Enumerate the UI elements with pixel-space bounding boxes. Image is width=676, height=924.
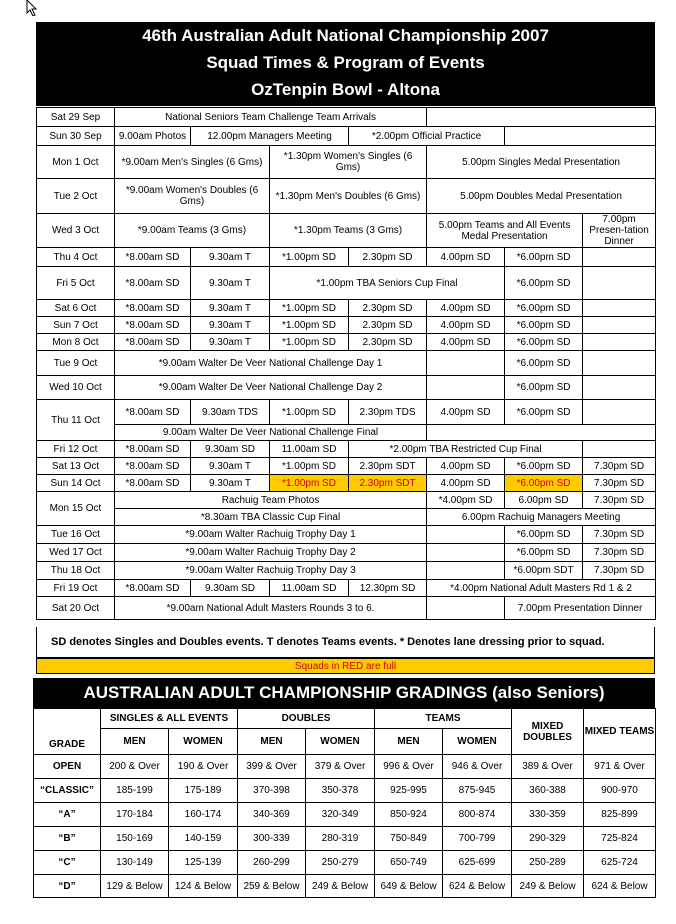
- grading-row: [34, 803, 656, 827]
- header-title: 46th Australian Adult National Championship 2007: [142, 26, 549, 45]
- event-cell: *8.00am SD: [115, 458, 191, 475]
- schedule-row: [37, 509, 656, 526]
- event-cell: *1.30pm Men's Doubles (6 Gms): [270, 179, 427, 214]
- women-header: WOMEN: [169, 729, 238, 755]
- page-header: [36, 22, 655, 106]
- grading-value-cell: 260-299: [238, 851, 306, 875]
- schedule-row: [37, 300, 656, 317]
- event-cell: *1.30pm Teams (3 Gms): [270, 214, 427, 248]
- event-cell: 4.00pm SD: [427, 400, 505, 425]
- event-cell: 4.00pm SD: [427, 475, 505, 492]
- event-cell: *6.00pm SD: [505, 458, 583, 475]
- event-cell: *4.00pm SD: [427, 492, 505, 509]
- event-cell: *1.00pm SD: [270, 248, 349, 267]
- event-cell: *9.00am Men's Singles (6 Gms): [115, 146, 270, 179]
- header-venue: OzTenpin Bowl - Altona: [251, 80, 440, 99]
- empty-cell: [583, 376, 656, 400]
- event-cell: 5.00pm Teams and All Events Medal Presentation: [427, 214, 583, 248]
- event-cell: *8.00am SD: [115, 400, 191, 425]
- event-cell: 11.00am SD: [270, 441, 349, 458]
- men-header: MEN: [238, 729, 306, 755]
- event-cell: 9.30am T: [191, 475, 270, 492]
- grading-value-cell: 125-139: [169, 851, 238, 875]
- grading-value-cell: 249 & Below: [512, 875, 584, 898]
- mouse-cursor-icon: [26, 0, 46, 16]
- day-cell: Fri 12 Oct: [37, 441, 115, 458]
- men-header: MEN: [101, 729, 169, 755]
- grade-name-cell: “A”: [34, 803, 101, 827]
- day-cell: Sat 29 Sep: [37, 108, 115, 127]
- grading-value-cell: 825-899: [584, 803, 656, 827]
- event-cell: *1.00pm SD: [270, 400, 349, 425]
- group-singles-header: SINGLES & ALL EVENTS: [101, 709, 238, 729]
- grading-value-cell: 340-369: [238, 803, 306, 827]
- event-cell: 9.30am SD: [191, 441, 270, 458]
- event-cell: 5.00pm Singles Medal Presentation: [427, 146, 656, 179]
- empty-cell: [427, 376, 505, 400]
- event-cell: *6.00pm SD: [505, 248, 583, 267]
- grade-name-cell: “B”: [34, 827, 101, 851]
- event-cell: *9.00am Walter De Veer National Challenge Day 1: [115, 351, 427, 376]
- empty-cell: [583, 248, 656, 267]
- schedule-row: [37, 562, 656, 580]
- event-cell: Rachuig Team Photos: [115, 492, 427, 509]
- event-cell: 2.30pm SD: [349, 334, 427, 351]
- empty-cell: [427, 597, 505, 620]
- grading-value-cell: 946 & Over: [443, 755, 512, 779]
- grading-value-cell: 129 & Below: [101, 875, 169, 898]
- event-cell: 7.30pm SD: [583, 544, 656, 562]
- event-cell: *2.00pm TBA Restricted Cup Final: [349, 441, 583, 458]
- grading-value-cell: 160-174: [169, 803, 238, 827]
- empty-cell: [427, 526, 505, 544]
- event-cell: 4.00pm SD: [427, 317, 505, 334]
- event-cell: 9.00am Walter De Veer National Challenge Final: [115, 425, 427, 441]
- grading-value-cell: 399 & Over: [238, 755, 306, 779]
- event-cell: *4.00pm National Adult Masters Rd 1 & 2: [427, 580, 656, 597]
- event-cell: 2.30pm TDS: [349, 400, 427, 425]
- event-cell: *2.00pm Official Practice: [349, 127, 505, 146]
- event-cell: *8.00am SD: [115, 317, 191, 334]
- schedule-row: [37, 317, 656, 334]
- grading-value-cell: 170-184: [101, 803, 169, 827]
- empty-cell: [505, 127, 656, 146]
- grading-value-cell: 249 & Below: [306, 875, 375, 898]
- event-cell: *6.00pm SD: [505, 334, 583, 351]
- event-cell: *1.00pm SD: [270, 300, 349, 317]
- event-cell: 4.00pm SD: [427, 458, 505, 475]
- schedule-row: [37, 492, 656, 509]
- grading-row: [34, 875, 656, 898]
- grading-value-cell: 175-189: [169, 779, 238, 803]
- day-cell: Thu 18 Oct: [37, 562, 115, 580]
- empty-cell: [583, 334, 656, 351]
- schedule-row: [37, 146, 656, 179]
- event-cell: *8.30am TBA Classic Cup Final: [115, 509, 427, 526]
- grading-value-cell: 124 & Below: [169, 875, 238, 898]
- grading-value-cell: 650-749: [375, 851, 443, 875]
- grading-value-cell: 130-149: [101, 851, 169, 875]
- grading-row: [34, 827, 656, 851]
- grading-row: [34, 851, 656, 875]
- event-cell: *8.00am SD: [115, 300, 191, 317]
- empty-cell: [427, 108, 656, 127]
- event-cell: 9.00am Photos: [115, 127, 191, 146]
- event-cell: 9.30am T: [191, 334, 270, 351]
- event-cell: *6.00pm SD: [505, 300, 583, 317]
- empty-cell: [583, 441, 656, 458]
- event-cell: 7.00pm Presen-tation Dinner: [583, 214, 656, 248]
- day-cell: Fri 19 Oct: [37, 580, 115, 597]
- event-cell: *6.00pm SD: [505, 544, 583, 562]
- event-cell: 9.30am T: [191, 248, 270, 267]
- event-cell: 4.00pm SD: [427, 300, 505, 317]
- grading-value-cell: 800-874: [443, 803, 512, 827]
- schedule-row: [37, 179, 656, 214]
- empty-cell: [583, 400, 656, 425]
- day-cell: Wed 17 Oct: [37, 544, 115, 562]
- grade-name-cell: OPEN: [34, 755, 101, 779]
- schedule-row: [37, 248, 656, 267]
- schedule-row: [37, 458, 656, 475]
- event-cell: National Seniors Team Challenge Team Arrivals: [115, 108, 427, 127]
- event-cell: *1.00pm SD: [270, 334, 349, 351]
- event-cell: *1.00pm SD: [270, 458, 349, 475]
- gradings-title: AUSTRALIAN ADULT CHAMPIONSHIP GRADINGS (also Seniors): [33, 678, 655, 708]
- grading-value-cell: 649 & Below: [375, 875, 443, 898]
- event-cell: *9.00am Teams (3 Gms): [115, 214, 270, 248]
- day-cell: Sun 30 Sep: [37, 127, 115, 146]
- grading-value-cell: 259 & Below: [238, 875, 306, 898]
- empty-cell: [427, 562, 505, 580]
- event-cell: *9.00am Women's Doubles (6 Gms): [115, 179, 270, 214]
- grade-name-cell: “D”: [34, 875, 101, 898]
- event-cell: *9.00am Walter Rachuig Trophy Day 3: [115, 562, 427, 580]
- grading-value-cell: 925-995: [375, 779, 443, 803]
- event-cell: 5.00pm Doubles Medal Presentation: [427, 179, 656, 214]
- schedule-row: [37, 526, 656, 544]
- grading-value-cell: 250-289: [512, 851, 584, 875]
- event-cell: *6.00pm SD: [505, 400, 583, 425]
- event-cell: 7.30pm SD: [583, 475, 656, 492]
- event-cell: *6.00pm SD: [505, 317, 583, 334]
- grading-value-cell: 389 & Over: [512, 755, 584, 779]
- event-cell: 12.00pm Managers Meeting: [191, 127, 349, 146]
- group-teams-header: TEAMS: [375, 709, 512, 729]
- grading-value-cell: 971 & Over: [584, 755, 656, 779]
- grading-value-cell: 750-849: [375, 827, 443, 851]
- day-cell: Sat 6 Oct: [37, 300, 115, 317]
- empty-cell: [583, 300, 656, 317]
- grading-row: [34, 755, 656, 779]
- grading-value-cell: 725-824: [584, 827, 656, 851]
- empty-cell: [427, 351, 505, 376]
- event-cell: *6.00pm SD: [505, 267, 583, 300]
- day-cell: Sun 7 Oct: [37, 317, 115, 334]
- event-cell: *1.30pm Women's Singles (6 Gms): [270, 146, 427, 179]
- schedule-row: [37, 334, 656, 351]
- full-squad-cell: *6.00pm SD: [505, 475, 583, 492]
- day-cell: Tue 16 Oct: [37, 526, 115, 544]
- day-cell: Wed 10 Oct: [37, 376, 115, 400]
- event-cell: 7.30pm SD: [583, 562, 656, 580]
- event-cell: 4.00pm SD: [427, 334, 505, 351]
- event-cell: *1.00pm SD: [270, 317, 349, 334]
- grading-value-cell: 850-924: [375, 803, 443, 827]
- event-cell: 2.30pm SD: [349, 300, 427, 317]
- event-cell: *8.00am SD: [115, 267, 191, 300]
- schedule-row: [37, 544, 656, 562]
- group-mixed-doubles-header: MIXED DOUBLES: [512, 709, 584, 755]
- event-cell: 4.00pm SD: [427, 248, 505, 267]
- day-cell: Mon 15 Oct: [37, 492, 115, 526]
- schedule-row: [37, 214, 656, 248]
- day-cell: Tue 2 Oct: [37, 179, 115, 214]
- day-cell: Sat 13 Oct: [37, 458, 115, 475]
- grading-value-cell: 875-945: [443, 779, 512, 803]
- grading-value-cell: 996 & Over: [375, 755, 443, 779]
- event-cell: *9.00am Walter Rachuig Trophy Day 2: [115, 544, 427, 562]
- grading-value-cell: 150-169: [101, 827, 169, 851]
- event-cell: *8.00am SD: [115, 248, 191, 267]
- grading-value-cell: 379 & Over: [306, 755, 375, 779]
- event-cell: 9.30am SD: [191, 580, 270, 597]
- day-cell: Fri 5 Oct: [37, 267, 115, 300]
- schedule-row: [37, 267, 656, 300]
- schedule-row: [37, 425, 656, 441]
- event-cell: 6.00pm Rachuig Managers Meeting: [427, 509, 656, 526]
- empty-cell: [427, 544, 505, 562]
- event-cell: 9.30am T: [191, 317, 270, 334]
- schedule-row: [37, 376, 656, 400]
- grading-value-cell: 624 & Below: [584, 875, 656, 898]
- grading-value-cell: 624 & Below: [443, 875, 512, 898]
- schedule-row: [37, 475, 656, 492]
- schedule-row: [37, 351, 656, 376]
- event-cell: 9.30am T: [191, 267, 270, 300]
- event-cell: 2.30pm SDT: [349, 458, 427, 475]
- grading-value-cell: 900-970: [584, 779, 656, 803]
- full-squads-note: Squads in RED are full: [36, 658, 655, 674]
- event-cell: 9.30am TDS: [191, 400, 270, 425]
- day-cell: Sun 14 Oct: [37, 475, 115, 492]
- grading-value-cell: 185-199: [101, 779, 169, 803]
- grading-value-cell: 290-329: [512, 827, 584, 851]
- men-header: MEN: [375, 729, 443, 755]
- gradings-table: [33, 708, 656, 898]
- women-header: WOMEN: [443, 729, 512, 755]
- grading-value-cell: 700-799: [443, 827, 512, 851]
- grading-value-cell: 360-388: [512, 779, 584, 803]
- day-cell: Mon 1 Oct: [37, 146, 115, 179]
- event-cell: *8.00am SD: [115, 475, 191, 492]
- event-cell: *9.00am Walter Rachuig Trophy Day 1: [115, 526, 427, 544]
- grading-value-cell: 140-159: [169, 827, 238, 851]
- day-cell: Wed 3 Oct: [37, 214, 115, 248]
- schedule-row: [37, 441, 656, 458]
- event-cell: 7.30pm SD: [583, 526, 656, 544]
- grading-value-cell: 350-378: [306, 779, 375, 803]
- grade-name-cell: “C”: [34, 851, 101, 875]
- event-cell: 9.30am T: [191, 300, 270, 317]
- empty-cell: [583, 267, 656, 300]
- empty-cell: [583, 317, 656, 334]
- event-cell: *6.00pm SD: [505, 351, 583, 376]
- group-mixed-teams-header: MIXED TEAMS: [584, 709, 656, 755]
- header-subtitle: Squad Times & Program of Events: [206, 53, 485, 72]
- schedule-table: [36, 107, 656, 620]
- schedule-row: [37, 400, 656, 425]
- event-cell: 7.30pm SD: [583, 492, 656, 509]
- event-cell: *9.00am Walter De Veer National Challenge Day 2: [115, 376, 427, 400]
- schedule-row: [37, 127, 656, 146]
- day-cell: Tue 9 Oct: [37, 351, 115, 376]
- event-cell: 12.30pm SD: [349, 580, 427, 597]
- full-squad-cell: 2.30pm SDT: [349, 475, 427, 492]
- schedule-row: [37, 597, 656, 620]
- grading-value-cell: 330-359: [512, 803, 584, 827]
- event-cell: 11.00am SD: [270, 580, 349, 597]
- event-cell: *8.00am SD: [115, 441, 191, 458]
- group-doubles-header: DOUBLES: [238, 709, 375, 729]
- event-cell: 2.30pm SD: [349, 317, 427, 334]
- grading-value-cell: 280-319: [306, 827, 375, 851]
- event-cell: 9.30am T: [191, 458, 270, 475]
- grading-value-cell: 625-699: [443, 851, 512, 875]
- legend-footnote: SD denotes Singles and Doubles events. T denotes Teams events. * Denotes lane dressing prior to squad.: [36, 627, 655, 658]
- grading-row: [34, 779, 656, 803]
- empty-cell: [583, 351, 656, 376]
- event-cell: *6.00pm SDT: [505, 562, 583, 580]
- women-header: WOMEN: [306, 729, 375, 755]
- gradings-group-header: [34, 709, 656, 729]
- grading-value-cell: 200 & Over: [101, 755, 169, 779]
- grade-header: GRADE: [34, 709, 101, 755]
- event-cell: *1.00pm TBA Seniors Cup Final: [270, 267, 505, 300]
- empty-cell: [427, 425, 656, 441]
- grading-value-cell: 300-339: [238, 827, 306, 851]
- schedule-row: [37, 108, 656, 127]
- grade-name-cell: “CLASSIC”: [34, 779, 101, 803]
- event-cell: *6.00pm SD: [505, 526, 583, 544]
- day-cell: Mon 8 Oct: [37, 334, 115, 351]
- event-cell: 2.30pm SD: [349, 248, 427, 267]
- event-cell: *8.00am SD: [115, 334, 191, 351]
- day-cell: Sat 20 Oct: [37, 597, 115, 620]
- grading-value-cell: 370-398: [238, 779, 306, 803]
- event-cell: 7.30pm SD: [583, 458, 656, 475]
- event-cell: 6.00pm SD: [505, 492, 583, 509]
- grading-value-cell: 625-724: [584, 851, 656, 875]
- grading-value-cell: 190 & Over: [169, 755, 238, 779]
- grading-value-cell: 250-279: [306, 851, 375, 875]
- event-cell: *8.00am SD: [115, 580, 191, 597]
- day-cell: Thu 11 Oct: [37, 400, 115, 441]
- event-cell: 7.00pm Presentation Dinner: [505, 597, 656, 620]
- day-cell: Thu 4 Oct: [37, 248, 115, 267]
- grading-value-cell: 320-349: [306, 803, 375, 827]
- event-cell: *9.00am National Adult Masters Rounds 3 to 6.: [115, 597, 427, 620]
- full-squad-cell: *1.00pm SD: [270, 475, 349, 492]
- event-cell: *6.00pm SD: [505, 376, 583, 400]
- schedule-row: [37, 580, 656, 597]
